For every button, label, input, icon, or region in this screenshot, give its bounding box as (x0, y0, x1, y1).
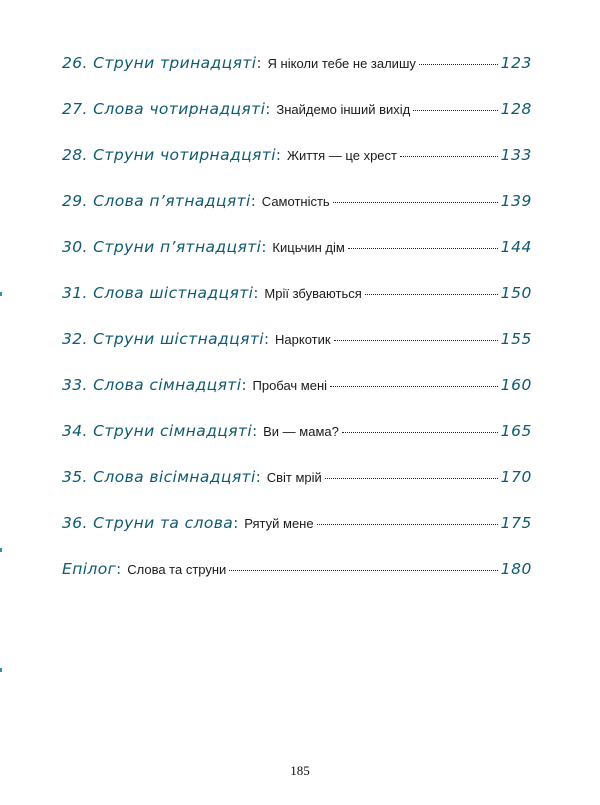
toc-colon: : (116, 560, 122, 578)
dot-leader (348, 248, 498, 249)
toc-heading: 36. Струни та слова (62, 514, 234, 532)
toc-heading: 32. Струни шістнадцяті (62, 330, 264, 348)
toc-colon: : (263, 330, 270, 348)
toc-entry[interactable] (62, 514, 532, 560)
toc-page-number: 133 (500, 146, 532, 164)
toc-subtitle: Життя — це хрест (286, 148, 397, 163)
toc-colon: : (250, 192, 256, 210)
toc-page-number: 128 (500, 100, 532, 118)
toc-colon: : (255, 468, 261, 486)
toc-subtitle: Мрії збуваються (264, 286, 362, 301)
toc-heading: 35. Слова вісімнадцяті (62, 468, 256, 486)
toc-entry[interactable] (62, 146, 532, 192)
toc-heading: 34. Струни сімнадцяті (62, 422, 253, 440)
toc-page-number: 180 (500, 560, 532, 578)
toc-colon: : (275, 146, 281, 164)
toc-entry[interactable] (62, 560, 532, 606)
page-edge-mark (0, 548, 2, 552)
toc-entry[interactable] (62, 376, 532, 422)
toc-subtitle: Рятуй мене (244, 516, 314, 531)
toc-colon: : (261, 238, 267, 256)
toc-heading: 29. Слова п’ятнадцяті (62, 192, 251, 210)
toc-page-number: 160 (500, 376, 532, 394)
dot-leader (400, 156, 498, 157)
toc-heading: Епілог (62, 560, 117, 578)
toc-subtitle: Наркотик (275, 332, 331, 347)
toc-heading: 26. Струни тринадцяті (62, 54, 257, 72)
dot-leader (333, 202, 498, 203)
toc-page-number: 123 (500, 54, 532, 72)
toc-subtitle: Слова та струни (127, 562, 227, 577)
dot-leader (365, 294, 498, 295)
toc-colon: : (265, 100, 271, 118)
toc-subtitle: Я ніколи тебе не залишу (267, 56, 416, 71)
toc-colon: : (252, 422, 258, 440)
dot-leader (413, 110, 497, 111)
toc-heading: 33. Слова сімнадцяті (62, 376, 242, 394)
toc-entry[interactable] (62, 54, 532, 100)
toc-page-number: 144 (500, 238, 532, 256)
toc-subtitle: Кицьчин дім (272, 240, 345, 255)
toc-subtitle: Знайдемо інший вихід (276, 102, 411, 117)
toc-subtitle: Самотність (261, 194, 330, 209)
toc-subtitle: Пробач мені (252, 378, 328, 393)
toc-page-number: 139 (500, 192, 532, 210)
toc-page-number: 150 (500, 284, 532, 302)
table-of-contents (62, 54, 532, 606)
toc-entry[interactable] (62, 468, 532, 514)
toc-entry[interactable] (62, 238, 532, 284)
toc-entry[interactable] (62, 284, 532, 330)
toc-subtitle: Ви — мама? (263, 424, 339, 439)
toc-heading: 27. Слова чотирнадцяті (62, 100, 266, 118)
dot-leader (419, 64, 498, 65)
dot-leader (330, 386, 498, 387)
toc-heading: 28. Струни чотирнадцяті (62, 146, 276, 164)
toc-page-number: 155 (500, 330, 532, 348)
toc-entry[interactable] (62, 330, 532, 376)
toc-heading: 30. Струни п’ятнадцяті (62, 238, 262, 256)
toc-entry[interactable] (62, 100, 532, 146)
toc-colon: : (253, 284, 259, 302)
page-edge-mark (0, 292, 2, 296)
toc-entry[interactable] (62, 192, 532, 238)
page-edge-mark (0, 668, 2, 672)
toc-colon: : (241, 376, 247, 394)
dot-leader (229, 570, 497, 571)
dot-leader (334, 340, 498, 341)
toc-subtitle: Світ мрій (266, 470, 322, 485)
toc-colon: : (233, 514, 239, 532)
dot-leader (342, 432, 498, 433)
toc-page-number: 175 (500, 514, 532, 532)
toc-page-number: 165 (500, 422, 532, 440)
toc-heading: 31. Слова шістнадцяті (62, 284, 254, 302)
page-number: 185 (290, 763, 310, 778)
toc-entry[interactable] (62, 422, 532, 468)
dot-leader (325, 478, 498, 479)
toc-colon: : (256, 54, 262, 72)
dot-leader (317, 524, 498, 525)
toc-page-number: 170 (500, 468, 532, 486)
